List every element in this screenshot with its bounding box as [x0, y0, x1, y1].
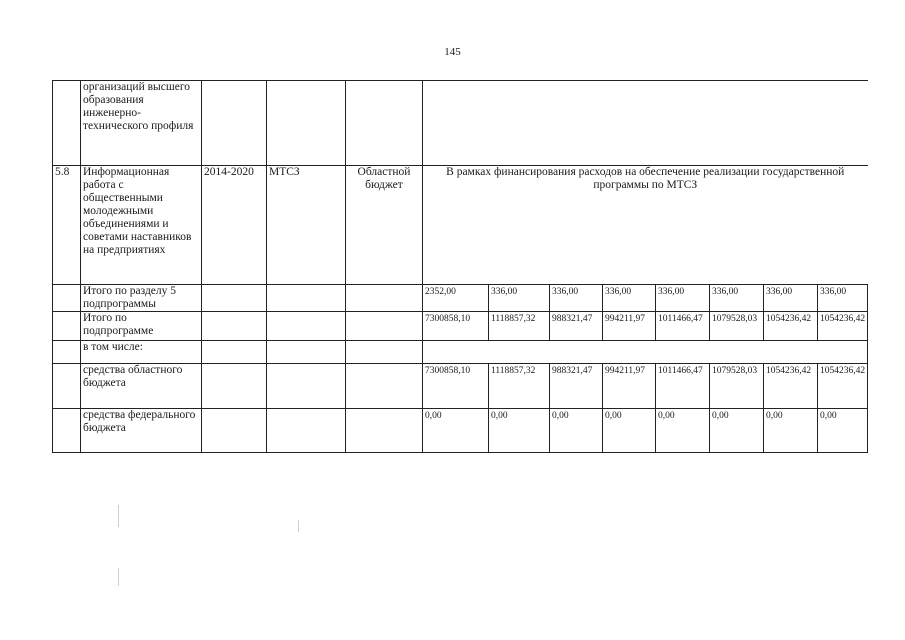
value-cell: 1118857,32 — [489, 364, 550, 409]
row-number-cell — [53, 312, 81, 341]
period-cell — [202, 341, 267, 364]
period-cell — [202, 409, 267, 453]
row-name-cell: Итого по подпрограмме — [81, 312, 202, 341]
table-row — [53, 166, 868, 285]
source-cell — [346, 341, 423, 364]
source-cell — [346, 364, 423, 409]
period-cell — [202, 285, 267, 312]
value-cell: 336,00 — [710, 285, 764, 312]
table-row — [53, 341, 868, 364]
source-cell — [346, 81, 423, 166]
row-name-cell: Итого по разделу 5 подпрограммы — [81, 285, 202, 312]
source-cell: Областной бюджет — [346, 166, 423, 285]
value-cell: 994211,97 — [603, 364, 656, 409]
value-cell: 988321,47 — [550, 364, 603, 409]
row-number-cell — [53, 364, 81, 409]
period-cell — [202, 312, 267, 341]
value-cell: 1054236,42 — [818, 312, 868, 341]
executor-cell — [267, 285, 346, 312]
row-number-cell — [53, 285, 81, 312]
row-number-cell: 5.8 — [53, 166, 81, 285]
source-cell — [346, 409, 423, 453]
scan-artifact — [298, 520, 299, 532]
executor-cell — [267, 341, 346, 364]
value-cell: 336,00 — [764, 285, 818, 312]
value-cell: 0,00 — [656, 409, 710, 453]
value-cell: 988321,47 — [550, 312, 603, 341]
row-number-cell — [53, 81, 81, 166]
table-row — [53, 409, 868, 453]
value-cell: 1079528,03 — [710, 364, 764, 409]
table-row — [53, 285, 868, 312]
period-cell: 2014-2020 — [202, 166, 267, 285]
value-cell: 1054236,42 — [764, 364, 818, 409]
value-cell: 0,00 — [818, 409, 868, 453]
value-cell: 0,00 — [764, 409, 818, 453]
value-cell: 336,00 — [550, 285, 603, 312]
value-cell: 0,00 — [710, 409, 764, 453]
value-cell: 1054236,42 — [764, 312, 818, 341]
value-cell: 336,00 — [818, 285, 868, 312]
page-number: 145 — [444, 46, 461, 58]
value-cell: 336,00 — [603, 285, 656, 312]
source-cell — [346, 285, 423, 312]
source-cell — [346, 312, 423, 341]
row-name-cell: средства федерального бюджета — [81, 409, 202, 453]
value-cell: 1079528,03 — [710, 312, 764, 341]
empty-values-cell — [423, 81, 868, 166]
executor-cell: МТСЗ — [267, 166, 346, 285]
value-cell: 336,00 — [656, 285, 710, 312]
table-row — [53, 312, 868, 341]
row-name-cell: организаций высшего образования инженерно-технического профиля — [81, 81, 202, 166]
scan-artifact — [118, 505, 119, 527]
value-cell: 1011466,47 — [656, 312, 710, 341]
value-cell: 1118857,32 — [489, 312, 550, 341]
value-cell: 0,00 — [489, 409, 550, 453]
value-cell: 2352,00 — [423, 285, 489, 312]
period-cell — [202, 81, 267, 166]
value-cell: 994211,97 — [603, 312, 656, 341]
empty-values-cell — [423, 341, 868, 364]
row-number-cell — [53, 341, 81, 364]
executor-cell — [267, 409, 346, 453]
period-cell — [202, 364, 267, 409]
row-name-cell: средства областного бюджета — [81, 364, 202, 409]
executor-cell — [267, 364, 346, 409]
row-name-cell: Информационная работа с общественными молодежными объединениями и советами наставников на предприятиях — [81, 166, 202, 285]
financing-note: В рамках финансирования расходов на обеспечение реализации государственной программы по МТСЗ — [423, 166, 868, 285]
value-cell: 0,00 — [423, 409, 489, 453]
value-cell: 336,00 — [489, 285, 550, 312]
row-number-cell — [53, 409, 81, 453]
row-name-cell: в том числе: — [81, 341, 202, 364]
value-cell: 1011466,47 — [656, 364, 710, 409]
table-row — [53, 81, 868, 166]
value-cell: 7300858,10 — [423, 364, 489, 409]
executor-cell — [267, 312, 346, 341]
executor-cell — [267, 81, 346, 166]
value-cell: 1054236,42 — [818, 364, 868, 409]
budget-table — [52, 80, 868, 453]
table-row — [53, 364, 868, 409]
value-cell: 0,00 — [603, 409, 656, 453]
value-cell: 0,00 — [550, 409, 603, 453]
value-cell: 7300858,10 — [423, 312, 489, 341]
scan-artifact — [118, 568, 119, 586]
